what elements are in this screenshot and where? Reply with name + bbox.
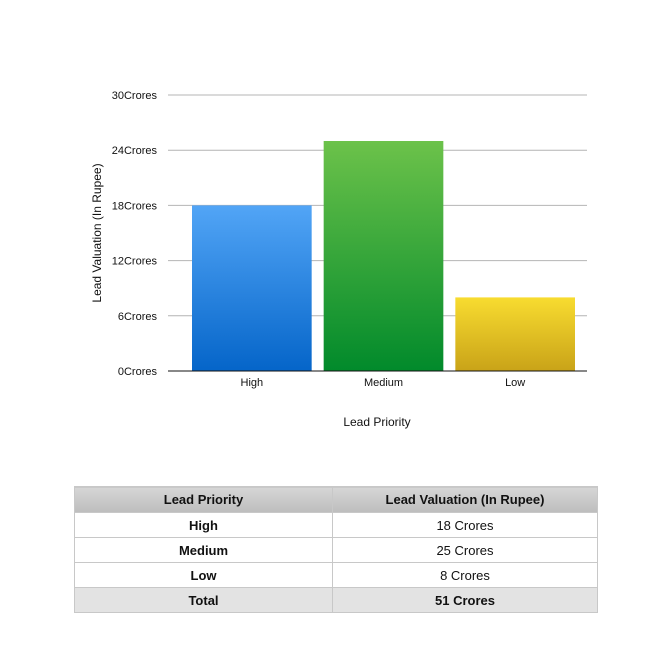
table-row: [75, 538, 598, 563]
y-tick-label: 0Crores: [117, 366, 157, 378]
row-value: 25 Crores: [333, 538, 598, 563]
y-axis-tick-labels: [112, 90, 158, 378]
x-axis-tick-labels: [241, 377, 526, 389]
x-tick-label: Medium: [363, 377, 404, 389]
bars: [192, 141, 575, 371]
total-label: Total: [75, 588, 333, 613]
bar-high: [192, 205, 312, 371]
header-lead-priority: Lead Priority: [75, 487, 333, 513]
y-tick-label: 6Crores: [117, 310, 157, 323]
table-header-row: [75, 487, 598, 513]
header-lead-valuation: Lead Valuation (In Rupee): [333, 487, 598, 513]
row-value: 8 Crores: [333, 563, 598, 588]
row-label: Low: [75, 563, 333, 588]
row-value: 18 Crores: [333, 513, 598, 538]
row-label: Medium: [75, 538, 333, 563]
row-label: High: [75, 513, 333, 538]
y-tick-label: 18Crores: [111, 200, 157, 213]
bar-medium: [324, 141, 444, 371]
x-tick-label: Low: [505, 377, 526, 389]
table-row: [75, 563, 598, 588]
y-tick-label: 30Crores: [111, 90, 157, 102]
data-table: [74, 486, 598, 613]
y-tick-label: 24Crores: [111, 145, 157, 158]
x-tick-label: High: [240, 377, 264, 389]
bar-low: [455, 297, 575, 371]
total-row: [75, 588, 598, 613]
y-tick-label: 12Crores: [111, 255, 157, 268]
x-axis-title: Lead Priority: [343, 415, 411, 429]
total-value: 51 Crores: [333, 588, 598, 613]
table-row: [75, 513, 598, 538]
y-axis-title: Lead Valuation (In Rupee): [90, 163, 104, 303]
